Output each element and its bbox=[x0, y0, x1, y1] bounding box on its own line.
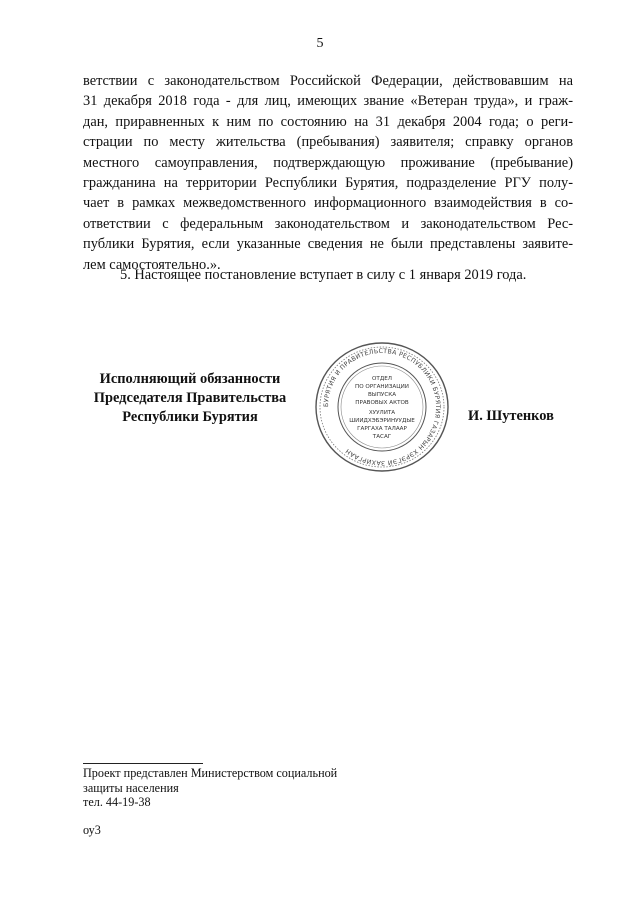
seal-text-line: ПО ОРГАНИЗАЦИИ bbox=[355, 384, 409, 390]
seal-ring-text: БУРЯТИЯ И ПРАВИТЕЛЬСТВА РЕСПУБЛИКИ БУРЯТИЯ ГАЗАРЫН ХЭРЭГЭЙ ЗАХИРГААН bbox=[322, 347, 442, 467]
signer-title-line: Исполняющий обязанности bbox=[99, 371, 281, 387]
footnote-line: Проект представлен Министерством социальной bbox=[83, 766, 338, 780]
signer-title-line: Председателя Правительства bbox=[93, 390, 287, 406]
seal-text-line: ВЫПУСКА bbox=[367, 392, 397, 398]
body-line: ветствии с законодательством Российской Федерации, действовавшим на bbox=[83, 73, 573, 89]
seal-text-line: ОТДЕЛ bbox=[372, 376, 392, 382]
signer-title bbox=[80, 370, 300, 427]
seal-text-line: ТАСАГ bbox=[372, 434, 392, 440]
body-line: местного самоуправления, подтверждающую проживание (пребывание) bbox=[83, 154, 573, 171]
seal-text-line: ПРАВОВЫХ АКТОВ bbox=[355, 400, 409, 406]
footnote-line: тел. 44-19-38 bbox=[83, 795, 151, 810]
body-line: дан, приравненных к ним по состоянию на 31 декабря 2004 года; о реги- bbox=[83, 113, 573, 130]
footnote-divider bbox=[83, 763, 203, 764]
footnote-line: защиты населения bbox=[83, 780, 179, 795]
seal-text-line: ГАРГАХА ТАЛААР bbox=[357, 426, 407, 432]
signer-title-line: Республики Бурятия bbox=[122, 409, 258, 425]
document-code: оу3 bbox=[83, 823, 101, 837]
body-line: лем самостоятельно.». bbox=[83, 256, 221, 273]
signer-name: И. Шутенков bbox=[468, 408, 554, 424]
seal-text-line: ХУУЛИТА bbox=[368, 410, 396, 416]
body-line: гражданина на территории Республики Бурятия, подразделение РГУ полу- bbox=[83, 175, 573, 192]
seal-text-line: ШИИДХЭБЭРИНУУДЫЕ bbox=[349, 418, 415, 424]
body-line: страции по месту жительства (пребывания) заявителя; справку органов bbox=[83, 134, 573, 151]
clause-5: 5. Настоящее постановление вступает в силу с 1 января 2019 года. bbox=[120, 267, 527, 283]
page-number: 5 bbox=[316, 36, 324, 51]
official-seal bbox=[312, 340, 452, 475]
footnote bbox=[83, 766, 337, 810]
body-line: публики Бурятия, если указанные сведения не были представлены заявите- bbox=[83, 236, 573, 253]
body-line: 31 декабря 2018 года - для лиц, имеющих звание «Ветеран труда», и граж- bbox=[83, 93, 573, 110]
body-paragraph bbox=[83, 71, 573, 275]
body-line: чает в рамках межведомственного информационного взаимодействия в со- bbox=[83, 195, 573, 212]
body-line: ответствии с федеральным законодательством и законодательством Рес- bbox=[83, 215, 573, 232]
